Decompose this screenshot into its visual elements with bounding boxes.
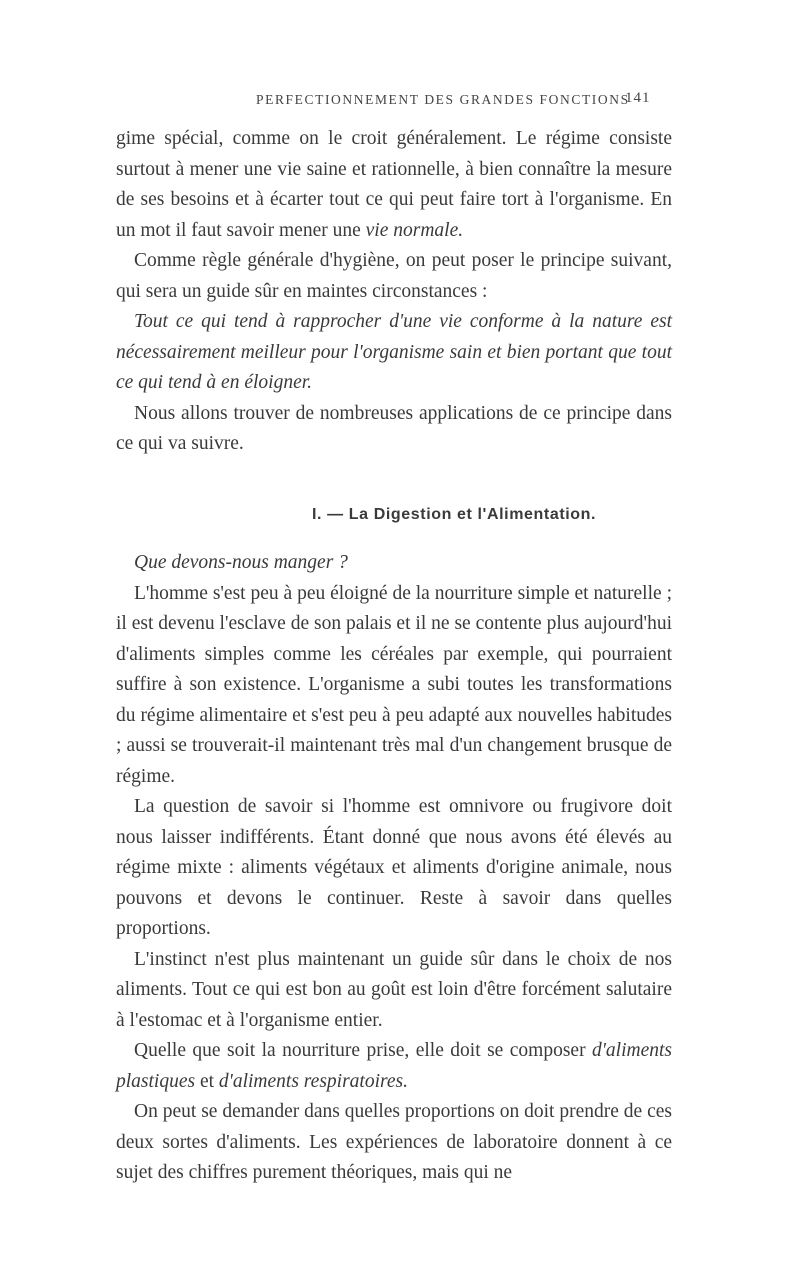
paragraph: La question de savoir si l'homme est omnivore ou frugivore doit nous laisser indifférents. Étant donné que nous avons été élevés au régime mixte : aliments végétaux et aliments d'origine animale, nous pouvons et devons le continuer. Reste à savoir dans quelles proportions. [116, 796, 672, 939]
principle-statement: Tout ce qui tend à rapprocher d'une vie conforme à la nature est nécessairement meilleur pour l'organisme sain et bien portant que tout ce qui tend à en éloigner. [116, 311, 672, 393]
paragraph: L'instinct n'est plus maintenant un guide sûr dans le choix de nos aliments. Tout ce qui est bon au goût est loin d'être forcément salutaire à l'estomac et à l'organisme entier. [116, 948, 672, 1031]
page-number: 141 [625, 90, 651, 106]
paragraph-text: Quelle que soit la nourriture prise, elle doit se composer [134, 1040, 592, 1061]
paragraph: Comme règle générale d'hygiène, on peut poser le principe suivant, qui sera un guide sûr en maintes circonstances : [116, 250, 672, 302]
paragraph [116, 1036, 672, 1097]
paragraph: On peut se demander dans quelles proportions on doit prendre de ces deux sortes d'aliments. Les expériences de laboratoire donnent à ce sujet des chiffres purement théoriques, mais qui ne [116, 1101, 672, 1183]
paragraph: Nous allons trouver de nombreuses applications de ce principe dans ce qui va suivre. [116, 402, 672, 454]
emphasis-text: vie normale. [365, 219, 464, 241]
section-question: Que devons-nous manger ? [134, 552, 348, 573]
paragraph-text: gime spécial, comme on le croit généralement. Le régime consiste surtout à mener une vie saine et rationnelle, à bien connaître la mesure de ses besoins et à écarter tout ce qui peut faire tort à l'organisme. En un mot il faut savoir mener une [116, 128, 672, 241]
paragraph-text: et [195, 1070, 219, 1092]
running-head: PERFECTIONNEMENT DES GRANDES FONCTIONS [256, 92, 630, 107]
section-heading: I. — La Digestion et l'Alimentation. [312, 506, 597, 523]
paragraph: L'homme s'est peu à peu éloigné de la nourriture simple et naturelle ; il est devenu l'esclave de son palais et il ne se contente plus aujourd'hui d'aliments simples comme les céréales par exemple, qui pourraient suffire à son existence. L'organisme a subi toutes les transformations du régime alimentaire et s'est peu à peu adapté aux nouvelles habitudes ; aussi se trouverait-il maintenant très mal d'un changement brusque de régime. [116, 582, 672, 787]
intro-text [116, 124, 672, 460]
emphasis-text: d'aliments plastiques [116, 1040, 672, 1092]
emphasis-text: d'aliments respiratoires. [218, 1070, 408, 1092]
section-body [116, 548, 672, 1189]
paragraph [116, 124, 672, 246]
